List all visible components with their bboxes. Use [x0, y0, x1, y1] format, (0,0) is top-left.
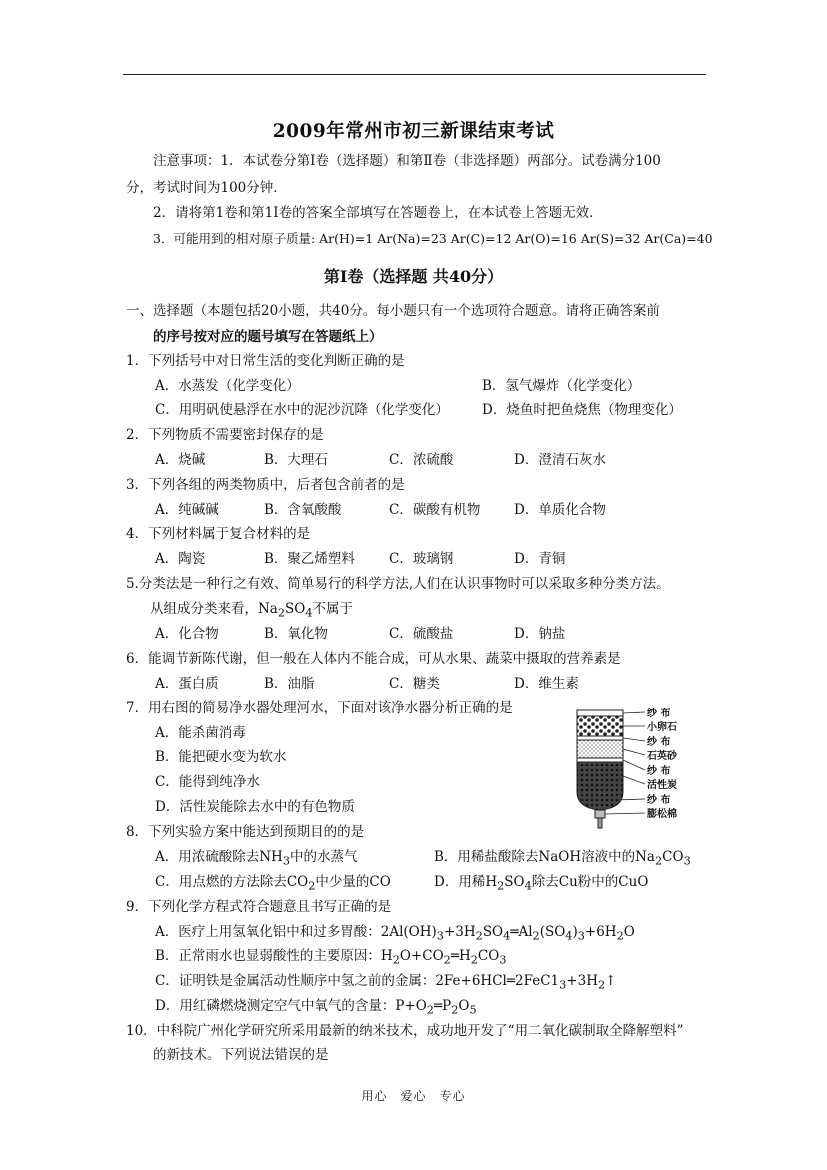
q8-d-sub-1: 2 — [497, 879, 505, 893]
q4-stem: 4．下列材料属于复合材料的是 — [126, 526, 311, 542]
q1-option-c: C．用明矾使悬浮在水中的泥沙沉降（化学变化） — [155, 402, 449, 418]
q4-option-c: C．玻璃钢 — [389, 551, 454, 567]
page-title: 2009年常州市初三新课结束考试 — [272, 121, 555, 142]
q1-option-d: D．烧鱼时把鱼烧焦（物理变化） — [482, 402, 682, 418]
note-3: 3．可能用到的相对原子质量: Ar(H)=1 Ar(Na)=23 Ar(C)=12 Ar(O)=16 Ar(S)=32 Ar(Ca)=40 — [153, 231, 713, 246]
q5-stem: 5.分类法是一种行之有效、简单易行的科学方法,人们在认识事物时可以采取多种分类方法。 — [126, 576, 670, 592]
q4-option-b: B．聚乙烯塑料 — [264, 551, 355, 567]
note-1a: 注意事项：1．本试卷分第Ⅰ卷（选择题）和第Ⅱ卷（非选择题）两部分。试卷满分100 — [153, 153, 661, 169]
q3-stem: 3．下列各组的两类物质中，后者包含前者的是 — [126, 477, 405, 493]
q5-option-d: D．钠盐 — [514, 626, 566, 642]
q8-option-b — [434, 848, 691, 871]
q9-d-t2: ═P — [433, 998, 452, 1014]
q9-a-t3: SO — [482, 924, 504, 940]
q2-option-b: B．大理石 — [264, 452, 328, 468]
q9-c-s2: 2 — [597, 978, 606, 992]
q9-a-t4: ═Al — [510, 924, 533, 940]
q9-b-t4: CO — [477, 948, 500, 964]
q8-a-text-2: 中的水蒸气 — [290, 849, 358, 865]
q9-a-s3: 4 — [503, 929, 511, 943]
q9-b-t1: B．正常雨水也显弱酸性的主要原因：H — [155, 948, 393, 964]
q3-option-c: C．碳酸有机物 — [389, 502, 481, 518]
q5-stem-2b: SO — [285, 601, 306, 617]
filter-label-8: 膨松棉 — [647, 809, 677, 820]
q10-stem: 10．中科院广州化学研究所采用最新的纳米技术，成功地开发了“用二氧化碳制取全降解塑料” — [126, 1023, 684, 1039]
filter-label-6: 活性炭 — [647, 780, 677, 791]
q9-b-t3: ═H — [450, 948, 471, 964]
q8-c-text-2: 中少量的CO — [315, 874, 391, 890]
q5-sub-2: 4 — [305, 606, 313, 620]
q9-b-s1: 2 — [392, 953, 400, 967]
q4-option-d: D．青铜 — [514, 551, 566, 567]
q5-stem-2a: 从组成分类来看，Na — [150, 601, 278, 617]
q9-a-s7: 2 — [616, 929, 624, 943]
q9-a-s5: 4 — [565, 929, 573, 943]
q3-option-a: A．纯碱碱 — [155, 502, 219, 518]
note-2: 2．请将第1卷和第1I卷的答案全部填写在答题卷上，在本试卷上答题无效． — [153, 205, 603, 221]
q8-a-sub: 3 — [282, 854, 291, 868]
top-rule — [123, 74, 706, 75]
q8-stem: 8．下列实验方案中能达到预期目的的是 — [126, 824, 365, 840]
q6-option-c: C．糖类 — [389, 676, 440, 692]
q8-d-text-1: D．用稀H — [434, 874, 498, 890]
q1-stem: 1．下列括号中对日常生活的变化判断正确的是 — [126, 353, 405, 369]
q9-b-t2: O+CO — [399, 948, 444, 964]
water-filter-figure — [575, 708, 710, 838]
q9-a-s4: 2 — [532, 929, 540, 943]
q9-option-a — [155, 923, 635, 946]
q2-option-d: D．澄清石灰水 — [514, 452, 606, 468]
filter-label-4: 石英砂 — [647, 751, 677, 762]
q7-option-b: B．能把硬水变为软水 — [155, 749, 287, 765]
q9-d-t3: O — [458, 998, 470, 1014]
q9-d-t1: D．用红磷燃烧测定空气中氧气的含量：P+O — [155, 998, 427, 1014]
q5-stem-2 — [150, 600, 353, 623]
q5-sub-1: 2 — [277, 606, 286, 620]
note-1b: 分，考试时间为100分钟． — [126, 180, 287, 196]
filter-label-5: 纱 布 — [647, 766, 671, 777]
q3-option-b: B．含氧酸酸 — [264, 502, 342, 518]
q8-b-text-1: B．用稀盐酸除去NaOH溶液中的Na — [434, 849, 655, 865]
q5-option-c: C．硫酸盐 — [389, 626, 454, 642]
filter-label-7: 纱 布 — [647, 795, 671, 806]
q8-option-d — [434, 873, 648, 896]
q9-option-b — [155, 947, 506, 970]
q2-option-c: C．浓硫酸 — [389, 452, 454, 468]
q1-option-a: A．水蒸发（化学变化） — [155, 378, 300, 394]
q9-c-s1: 3 — [559, 978, 567, 992]
q8-b-sub-2: 3 — [683, 854, 691, 868]
q9-b-s4: 3 — [499, 953, 507, 967]
filter-label-1: 纱 布 — [647, 708, 671, 719]
q9-d-s1: 2 — [426, 1003, 434, 1017]
q7-option-c: C．能得到纯净水 — [155, 774, 260, 790]
q4-option-a: A．陶瓷 — [155, 551, 206, 567]
q7-option-d: D．活性炭能除去水中的有色物质 — [155, 799, 355, 815]
q2-option-a: A．烧碱 — [155, 452, 206, 468]
filter-column — [577, 710, 623, 828]
q9-stem: 9．下列化学方程式符合题意且书写正确的是 — [126, 899, 392, 915]
q9-c-t2: +3H — [566, 973, 598, 989]
intro-a: 一、选择题（本题包括20小题，共40分。每小题只有一个选项符合题意。请将正确答案前 — [126, 303, 660, 319]
q9-c-t3: ↑ — [605, 973, 617, 989]
q6-stem: 6．能调节新陈代谢，但一般在人体内不能合成，可从水果、蔬菜中摄取的营养素是 — [126, 651, 621, 667]
section-title: 第Ⅰ卷（选择题 共40分） — [323, 267, 504, 286]
intro-b: 的序号按对应的题号填写在答题纸上） — [153, 329, 383, 345]
q1-option-b: B．氢气爆炸（化学变化） — [482, 378, 641, 394]
q9-option-c — [155, 972, 616, 995]
q3-option-d: D．单质化合物 — [514, 502, 606, 518]
q9-b-s2: 2 — [443, 953, 451, 967]
filter-label-3: 纱 布 — [647, 737, 671, 748]
q8-a-text-1: A．用浓硫酸除去NH — [155, 849, 283, 865]
q9-d-s3: 5 — [469, 1003, 477, 1017]
q8-d-sub-2: 4 — [524, 879, 532, 893]
q9-a-t2: +3H — [443, 924, 476, 940]
q9-b-s3: 2 — [470, 953, 478, 967]
q2-stem: 2．下列物质不需要密封保存的是 — [126, 427, 324, 443]
q9-d-s2: 2 — [451, 1003, 459, 1017]
q5-option-b: B．氧化物 — [264, 626, 328, 642]
q8-b-sub-1: 2 — [654, 854, 663, 868]
q5-stem-2c: 不属于 — [312, 601, 354, 617]
q5-option-a: A．化合物 — [155, 626, 219, 642]
q9-a-t1: A．医疗上用氢氧化铝中和过多胃酸：2Al(OH) — [155, 924, 437, 940]
q8-b-text-2: CO — [662, 849, 684, 865]
q9-a-t5: (SO — [539, 924, 566, 940]
q7-option-a: A．能杀菌消毒 — [155, 725, 246, 741]
q10-stem-2: 的新技术。下列说法错误的是 — [153, 1047, 329, 1063]
q8-c-sub: 2 — [308, 879, 316, 893]
filter-label-2: 小卵石 — [647, 722, 677, 733]
q9-a-s1: 3 — [436, 929, 444, 943]
q9-a-s2: 2 — [475, 929, 483, 943]
q7-stem: 7．用右图的简易净水器处理河水，下面对该净水器分析正确的是 — [126, 700, 513, 716]
q8-option-a — [155, 848, 358, 871]
q8-option-c — [155, 873, 391, 896]
q6-option-b: B．油脂 — [264, 676, 315, 692]
page-footer: 用心 爱心 专心 — [361, 1089, 466, 1103]
q9-option-d — [155, 997, 477, 1020]
q8-c-text-1: C．用点燃的方法除去CO — [155, 874, 309, 890]
q9-c-t1: C．证明铁是金属活动性顺序中氢之前的金属：2Fe+6HCl═2FeC1 — [155, 973, 560, 989]
q8-d-text-2: SO — [504, 874, 525, 890]
q9-a-t8: O — [623, 924, 635, 940]
q8-d-text-3: 除去Cu粉中的CuO — [531, 874, 649, 890]
q6-option-a: A．蛋白质 — [155, 676, 219, 692]
q9-a-t6: ) — [572, 924, 578, 940]
q6-option-d: D．维生素 — [514, 676, 579, 692]
q9-a-s6: 3 — [577, 929, 585, 943]
q9-a-t7: +6H — [584, 924, 617, 940]
